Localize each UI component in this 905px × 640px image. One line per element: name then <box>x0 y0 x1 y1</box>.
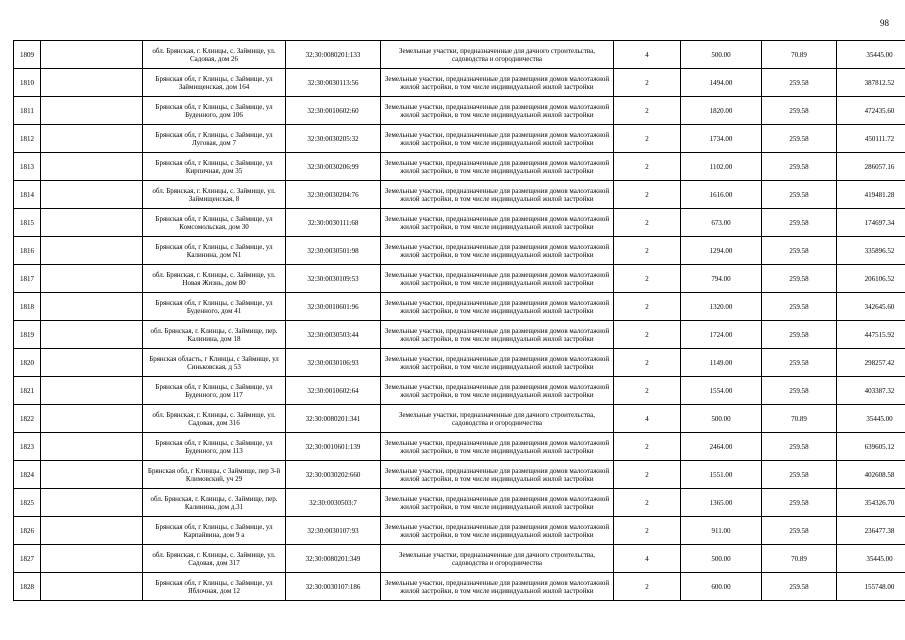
area-cell: 500.00 <box>681 545 762 573</box>
empty-cell <box>41 545 143 573</box>
cadastral-value-cell: 472435.60 <box>837 97 905 125</box>
address-cell: обл. Брянская, г. Клинцы, с. Займище, ул. Новая Жизнь, дом 80 <box>143 265 286 293</box>
cadastral-value-cell: 447515.92 <box>837 321 905 349</box>
cadastral-value-cell: 35445.00 <box>837 545 905 573</box>
permitted-use-cell: Земельные участки, предназначенные для размещения домов малоэтажной жилой застройки, в том числе индивидуальной жилой застройки <box>381 97 614 125</box>
cadastral-value-cell: 286057.16 <box>837 153 905 181</box>
cadastral-value-cell: 403387.32 <box>837 377 905 405</box>
rate-cell: 70.89 <box>762 41 837 69</box>
permitted-use-cell: Земельные участки, предназначенные для дачного строительства, садоводства и огородничества <box>381 545 614 573</box>
empty-cell <box>41 433 143 461</box>
address-cell: Брянская обл, г Клинцы, с Займище, ул Кирпичная, дом 35 <box>143 153 286 181</box>
category-cell: 4 <box>614 545 681 573</box>
area-cell: 1820.00 <box>681 97 762 125</box>
cadastral-number-cell: 32:30:0030206:99 <box>286 153 381 181</box>
empty-cell <box>41 209 143 237</box>
cadastral-number-cell: 32:30:0080201:349 <box>286 545 381 573</box>
row-number: 1827 <box>14 545 41 573</box>
category-cell: 4 <box>614 405 681 433</box>
permitted-use-cell: Земельные участки, предназначенные для размещения домов малоэтажной жилой застройки, в том числе индивидуальной жилой застройки <box>381 125 614 153</box>
cadastral-value-cell: 387812.52 <box>837 69 905 97</box>
empty-cell <box>41 405 143 433</box>
cadastral-number-cell: 32:30:0030111:68 <box>286 209 381 237</box>
empty-cell <box>41 349 143 377</box>
rate-cell: 70.89 <box>762 545 837 573</box>
empty-cell <box>41 41 143 69</box>
cadastral-value-cell: 450111.72 <box>837 125 905 153</box>
cadastral-number-cell: 32:30:0030202:660 <box>286 461 381 489</box>
row-number: 1814 <box>14 181 41 209</box>
permitted-use-cell: Земельные участки, предназначенные для размещения домов малоэтажной жилой застройки, в том числе индивидуальной жилой застройки <box>381 489 614 517</box>
row-number: 1809 <box>14 41 41 69</box>
address-cell: обл. Брянская, г. Клинцы, с. Займище, пер. Калинина, дом 18 <box>143 321 286 349</box>
permitted-use-cell: Земельные участки, предназначенные для размещения домов малоэтажной жилой застройки, в том числе индивидуальной жилой застройки <box>381 237 614 265</box>
cadastral-value-cell: 419481.28 <box>837 181 905 209</box>
cadastral-number-cell: 32:30:0030503:7 <box>286 489 381 517</box>
permitted-use-cell: Земельные участки, предназначенные для размещения домов малоэтажной жилой застройки, в том числе индивидуальной жилой застройки <box>381 377 614 405</box>
empty-cell <box>41 125 143 153</box>
category-cell: 2 <box>614 181 681 209</box>
empty-cell <box>41 181 143 209</box>
cadastral-number-cell: 32:30:0030113:56 <box>286 69 381 97</box>
rate-cell: 259.58 <box>762 125 837 153</box>
table-row <box>14 125 905 153</box>
permitted-use-cell: Земельные участки, предназначенные для размещения домов малоэтажной жилой застройки, в том числе индивидуальной жилой застройки <box>381 153 614 181</box>
area-cell: 673.00 <box>681 209 762 237</box>
category-cell: 4 <box>614 41 681 69</box>
cadastral-number-cell: 32:30:0030106:93 <box>286 349 381 377</box>
address-cell: Брянская обл, г Клинцы, с Займище, ул Калинина, дом N1 <box>143 237 286 265</box>
category-cell: 2 <box>614 517 681 545</box>
category-cell: 2 <box>614 265 681 293</box>
row-number: 1825 <box>14 489 41 517</box>
cadastral-number-cell: 32:30:0030107:93 <box>286 517 381 545</box>
address-cell: Брянская обл, г Клинцы, с Займище, ул Луговая, дом 7 <box>143 125 286 153</box>
permitted-use-cell: Земельные участки, предназначенные для дачного строительства, садоводства и огородничества <box>381 405 614 433</box>
table-row <box>14 405 905 433</box>
table-row <box>14 321 905 349</box>
permitted-use-cell: Земельные участки, предназначенные для размещения домов малоэтажной жилой застройки, в том числе индивидуальной жилой застройки <box>381 69 614 97</box>
row-number: 1812 <box>14 125 41 153</box>
category-cell: 2 <box>614 321 681 349</box>
table-row <box>14 97 905 125</box>
address-cell: Брянская обл, г Клинцы, с Займище, ул Займищенская, дом 164 <box>143 69 286 97</box>
cadastral-number-cell: 32:30:0010602:60 <box>286 97 381 125</box>
cadastral-number-cell: 32:30:0030107:186 <box>286 573 381 601</box>
cadastral-value-cell: 236477.38 <box>837 517 905 545</box>
rate-cell: 259.58 <box>762 377 837 405</box>
category-cell: 2 <box>614 209 681 237</box>
cadastral-number-cell: 32:30:0010601:96 <box>286 293 381 321</box>
rate-cell: 259.58 <box>762 321 837 349</box>
rate-cell: 259.58 <box>762 489 837 517</box>
address-cell: Брянская обл, г Клинцы, с Займище, ул Буденного, дом 113 <box>143 433 286 461</box>
table-row <box>14 545 905 573</box>
row-number: 1810 <box>14 69 41 97</box>
cadastral-number-cell: 32:30:0080201:133 <box>286 41 381 69</box>
address-cell: обл. Брянская, г. Клинцы, с. Займище, пер. Калинина, дом д.31 <box>143 489 286 517</box>
table-row <box>14 209 905 237</box>
permitted-use-cell: Земельные участки, предназначенные для размещения домов малоэтажной жилой застройки, в том числе индивидуальной жилой застройки <box>381 265 614 293</box>
area-cell: 2464.00 <box>681 433 762 461</box>
category-cell: 2 <box>614 573 681 601</box>
category-cell: 2 <box>614 153 681 181</box>
empty-cell <box>41 461 143 489</box>
cadastral-number-cell: 32:30:0010601:139 <box>286 433 381 461</box>
cadastral-number-cell: 32:30:0030501:98 <box>286 237 381 265</box>
empty-cell <box>41 321 143 349</box>
table-row <box>14 433 905 461</box>
area-cell: 1149.00 <box>681 349 762 377</box>
rate-cell: 259.58 <box>762 153 837 181</box>
row-number: 1820 <box>14 349 41 377</box>
empty-cell <box>41 573 143 601</box>
cadastral-value-cell: 342645.60 <box>837 293 905 321</box>
category-cell: 2 <box>614 293 681 321</box>
cadastral-value-cell: 402608.58 <box>837 461 905 489</box>
address-cell: обл. Брянская, г. Клинцы, с. Займище, ул. Садовая, дом 26 <box>143 41 286 69</box>
address-cell: обл. Брянская, г. Клинцы, с. Займище, ул. Садовая, дом 316 <box>143 405 286 433</box>
row-number: 1826 <box>14 517 41 545</box>
category-cell: 2 <box>614 97 681 125</box>
table-row <box>14 41 905 69</box>
area-cell: 1734.00 <box>681 125 762 153</box>
cadastral-value-cell: 206106.52 <box>837 265 905 293</box>
empty-cell <box>41 489 143 517</box>
rate-cell: 259.58 <box>762 349 837 377</box>
permitted-use-cell: Земельные участки, предназначенные для размещения домов малоэтажной жилой застройки, в том числе индивидуальной жилой застройки <box>381 461 614 489</box>
permitted-use-cell: Земельные участки, предназначенные для размещения домов малоэтажной жилой застройки, в том числе индивидуальной жилой застройки <box>381 573 614 601</box>
address-cell: Брянская обл, г Клинцы, с Займище, ул Комсомольская, дом 30 <box>143 209 286 237</box>
rate-cell: 259.58 <box>762 461 837 489</box>
address-cell: обл. Брянская, г. Клинцы, с. Займище, ул. Займищенская, 8 <box>143 181 286 209</box>
rate-cell: 259.58 <box>762 433 837 461</box>
cadastral-value-cell: 298257.42 <box>837 349 905 377</box>
table-row <box>14 573 905 601</box>
table-row <box>14 181 905 209</box>
cadastral-number-cell: 32:30:0080201:341 <box>286 405 381 433</box>
category-cell: 2 <box>614 125 681 153</box>
area-cell: 500.00 <box>681 41 762 69</box>
area-cell: 794.00 <box>681 265 762 293</box>
permitted-use-cell: Земельные участки, предназначенные для размещения домов малоэтажной жилой застройки, в том числе индивидуальной жилой застройки <box>381 321 614 349</box>
address-cell: Брянская область, г Клинцы, с Займище, ул Синьковская, д 53 <box>143 349 286 377</box>
area-cell: 1102.00 <box>681 153 762 181</box>
cadastral-value-cell: 354326.70 <box>837 489 905 517</box>
cadastral-number-cell: 32:30:0010602:64 <box>286 377 381 405</box>
empty-cell <box>41 517 143 545</box>
rate-cell: 259.58 <box>762 209 837 237</box>
cadastral-value-cell: 335896.52 <box>837 237 905 265</box>
address-cell: Брянская обл, г Клинцы, с Займище, пер 3-й Климовский, уч 29 <box>143 461 286 489</box>
area-cell: 500.00 <box>681 405 762 433</box>
table-row <box>14 69 905 97</box>
table-row <box>14 265 905 293</box>
cadastral-registry-table <box>13 40 905 601</box>
cadastral-number-cell: 32:30:0030109:53 <box>286 265 381 293</box>
rate-cell: 259.58 <box>762 517 837 545</box>
area-cell: 1365.00 <box>681 489 762 517</box>
rate-cell: 259.58 <box>762 265 837 293</box>
address-cell: Брянская обл, г Клинцы, с Займище, ул Карпайвина, дом 9 а <box>143 517 286 545</box>
rate-cell: 259.58 <box>762 69 837 97</box>
rate-cell: 259.58 <box>762 97 837 125</box>
area-cell: 1294.00 <box>681 237 762 265</box>
permitted-use-cell: Земельные участки, предназначенные для размещения домов малоэтажной жилой застройки, в том числе индивидуальной жилой застройки <box>381 433 614 461</box>
empty-cell <box>41 69 143 97</box>
area-cell: 1616.00 <box>681 181 762 209</box>
row-number: 1817 <box>14 265 41 293</box>
table-row <box>14 237 905 265</box>
category-cell: 2 <box>614 237 681 265</box>
area-cell: 1554.00 <box>681 377 762 405</box>
empty-cell <box>41 377 143 405</box>
row-number: 1813 <box>14 153 41 181</box>
address-cell: Брянская обл, г Клинцы, с Займище, ул Буденного, дом 41 <box>143 293 286 321</box>
permitted-use-cell: Земельные участки, предназначенные для размещения домов малоэтажной жилой застройки, в том числе индивидуальной жилой застройки <box>381 349 614 377</box>
permitted-use-cell: Земельные участки, предназначенные для размещения домов малоэтажной жилой застройки, в том числе индивидуальной жилой застройки <box>381 517 614 545</box>
category-cell: 2 <box>614 377 681 405</box>
row-number: 1816 <box>14 237 41 265</box>
table-row <box>14 349 905 377</box>
area-cell: 600.00 <box>681 573 762 601</box>
cadastral-number-cell: 32:30:0030503:44 <box>286 321 381 349</box>
row-number: 1815 <box>14 209 41 237</box>
table-row <box>14 153 905 181</box>
cadastral-value-cell: 174697.34 <box>837 209 905 237</box>
row-number: 1811 <box>14 97 41 125</box>
area-cell: 1494.00 <box>681 69 762 97</box>
area-cell: 1551.00 <box>681 461 762 489</box>
cadastral-value-cell: 155748.00 <box>837 573 905 601</box>
table-row <box>14 517 905 545</box>
row-number: 1821 <box>14 377 41 405</box>
area-cell: 911.00 <box>681 517 762 545</box>
registry-body <box>14 41 905 601</box>
empty-cell <box>41 237 143 265</box>
cadastral-value-cell: 639605.12 <box>837 433 905 461</box>
cadastral-value-cell: 35445.00 <box>837 41 905 69</box>
table-row <box>14 293 905 321</box>
row-number: 1823 <box>14 433 41 461</box>
category-cell: 2 <box>614 461 681 489</box>
address-cell: Брянская обл, г Клинцы, с Займище, ул Буденного, дом 106 <box>143 97 286 125</box>
cadastral-number-cell: 32:30:0030205:32 <box>286 125 381 153</box>
category-cell: 2 <box>614 349 681 377</box>
table-row <box>14 461 905 489</box>
permitted-use-cell: Земельные участки, предназначенные для дачного строительства, садоводства и огородничества <box>381 41 614 69</box>
area-cell: 1320.00 <box>681 293 762 321</box>
permitted-use-cell: Земельные участки, предназначенные для размещения домов малоэтажной жилой застройки, в том числе индивидуальной жилой застройки <box>381 293 614 321</box>
cadastral-value-cell: 35445.00 <box>837 405 905 433</box>
category-cell: 2 <box>614 69 681 97</box>
permitted-use-cell: Земельные участки, предназначенные для размещения домов малоэтажной жилой застройки, в том числе индивидуальной жилой застройки <box>381 181 614 209</box>
category-cell: 2 <box>614 489 681 517</box>
rate-cell: 259.58 <box>762 293 837 321</box>
row-number: 1818 <box>14 293 41 321</box>
area-cell: 1724.00 <box>681 321 762 349</box>
rate-cell: 70.89 <box>762 405 837 433</box>
row-number: 1822 <box>14 405 41 433</box>
row-number: 1819 <box>14 321 41 349</box>
address-cell: обл. Брянская, г. Клинцы, с. Займище, ул. Садовая, дом 317 <box>143 545 286 573</box>
table-row <box>14 489 905 517</box>
address-cell: Брянская обл, г Клинцы, с Займище, ул Буденного, дом 117 <box>143 377 286 405</box>
rate-cell: 259.58 <box>762 181 837 209</box>
address-cell: Брянская обл, г Клинцы, с Займище, ул Яблочная, дом 12 <box>143 573 286 601</box>
row-number: 1824 <box>14 461 41 489</box>
empty-cell <box>41 265 143 293</box>
rate-cell: 259.58 <box>762 237 837 265</box>
empty-cell <box>41 97 143 125</box>
page-number: 98 <box>880 18 889 28</box>
cadastral-number-cell: 32:30:0030204:76 <box>286 181 381 209</box>
rate-cell: 259.58 <box>762 573 837 601</box>
category-cell: 2 <box>614 433 681 461</box>
row-number: 1828 <box>14 573 41 601</box>
empty-cell <box>41 293 143 321</box>
table-row <box>14 377 905 405</box>
permitted-use-cell: Земельные участки, предназначенные для размещения домов малоэтажной жилой застройки, в том числе индивидуальной жилой застройки <box>381 209 614 237</box>
empty-cell <box>41 153 143 181</box>
